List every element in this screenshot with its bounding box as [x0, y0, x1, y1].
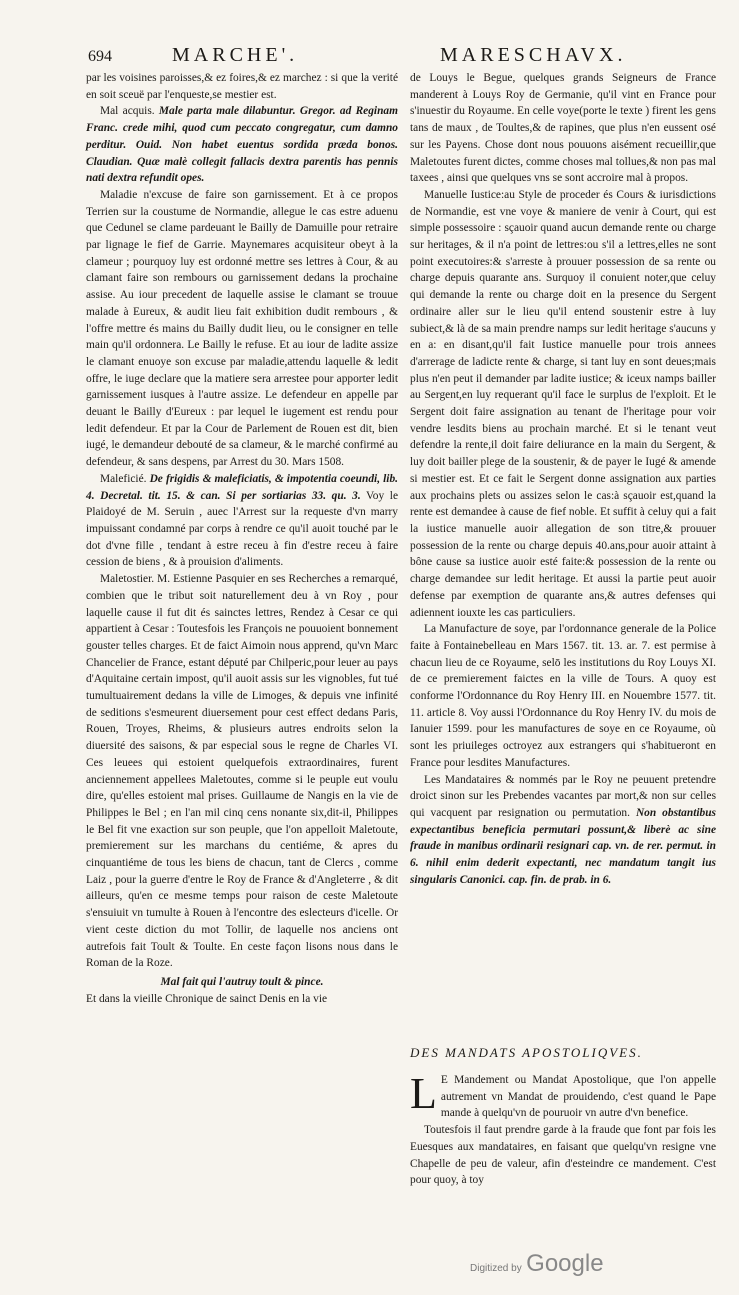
left-paragraph-4 [86, 471, 398, 571]
left-paragraph-1: par les voisines paroisses,& ez foires,& ez marchez : si que la verité en soit sceuë par l'enqueste,se mestier est. [86, 72, 398, 101]
section-paragraph-2: Toutesfois il faut prendre garde à la fraude que font par fois les Euesques aux mandataires, en faisant que quelqu'vn resigne vne Chapelle de peu de valeur, afin d'esteindre ce mandement. C'est pour quoy, à toy [410, 1124, 716, 1187]
drop-cap: L [410, 1069, 437, 1118]
left-column [86, 70, 398, 1007]
right-paragraph-1: de Louys le Begue, quelques grands Seigneurs de France manderent à Louys Roy de Germanie, qu'il vint en France pour s'inuestir du Royaume. En celle voye(porte le texte ) firent les gens tans de maux , de Toultes,& de rapines, que plus n'en eussent osé sur les Payens. Chose dont nous pouuons aisément recueillir,que Maletoutes furent dictes, comme choses mal tollues,& non pas mal taxees , ainsi que quelques vns se sont accroire mal à propos. [410, 72, 716, 185]
entry-term: Mal acquis. [100, 105, 159, 118]
latin-citation: De frigidis & maleficiatis, & impotentia coeundi, lib. 4. Decretal. tit. 15. & can. Si per sortiarias 33. qu. 3. [86, 472, 398, 502]
right-paragraph-3: La Manufacture de soye, par l'ordonnance generale de la Police faite à Fontainebelleau en Mars 1567. tit. 13. ar. 7. est permise à chacun lieu de ce Royaume, selō les institutions du Roy Louys XI. de ce premierement faictes en la ville de Tours. A quoy est conforme l'Ordonnance du Roy Henry III. en Nouembre 1577. tit. 11. article 8. Voy aussi l'Ordonnance du Roy Henry IV. du mois de Ianuier 1599. pour les manufactures de soye en ce Royaume, où sont les priuileges octroyez aux estrangers qui s'habitueront en France pour lesdites Manufactures. [410, 623, 716, 769]
left-paragraph-5: Maletostier. M. Estienne Pasquier en ses Recherches a remarqué, combien que le tribut soit naturellement deu à vn Roy , pour laquelle cause il fut dit és sainctes lettres, Rendez à Cesar ce qui appartient à Cesar : Toutesfois les François ne pouuoient bonnement gouster telles charges. Et de faict Aimoin nous apprend, qu'vn Marc Chancelier de France, estant député par Chilperic,pour leuer au pays d'Aquitaine certain impost, qu'il auoit assis sur les vignobles, fut tué tumultuairement dedans la ville de Limoges, & depuis vne infinité de seditions s'esmeurent diuersement pour cest effect dedans Paris, Rouen, Troyes, Rheims, & plusieurs autres endroits selon la diuersité des saisons, & par especial sous le regne de Charles VI. Ces leuees qui estoient quelquefois extraordinaires, furent anciennement appellees Maletoutes, comme si le peuple eut voulu dire, qu'elles estoient mal prises. Guillaume de Nangis en la vie de Philippes le Bel ; en l'an mil cinq cens nonante six,dit-il, Philippes le Bel fit vne exaction sur son peuple, que l'on appelloit Maletoute, premierement sur les marchans du centiéme, & apres du cinquantiéme de tous les biens de chacun, tant de Clercs , comme Laiz , pour la guerre d'entre le Roy de France & d'Angleterre , & dit ailleurs, qu'en ce mesme temps pour raison de ceste Maletoute s'ensuiuit vn tumulte à Rouen à l'encontre des eslecteurs d'icelle. Or vient ceste diction du mot Tollir, de laquelle nos anciens ont autrefois fait Toult & Toulte. En ceste façon lisons nous dans le Roman de la Roze. [86, 573, 398, 970]
google-logo: Google [526, 1250, 604, 1277]
section-paragraph-1 [410, 1069, 716, 1122]
latin-citation: Non obstantibus expectantibus beneficia permutari possunt,& liberè ac sine fraude in manibus ordinarii resignari cap. vn. de rer. permut. in 6. nihil enim dederit expectanti, nec mandatum tangit ius singularis Canonici. cap. fin. de prab. in 6. [410, 806, 716, 886]
left-paragraph-6: Et dans la vieille Chronique de sainct Denis en la vie [86, 992, 328, 1005]
entry-body: Les Mandataires & nommés par le Roy ne peuuent pretendre droict sinon sur les Prebendes vacantes par mort,& non sur celles qui vacquent par resignation ou permutation. [410, 773, 716, 819]
right-paragraph-4 [410, 772, 716, 889]
verse-quote: Mal fait qui l'autruy toult & pince. [160, 975, 324, 988]
entry-body: Voy le Plaidoyé de M. Seruin , auec l'Arrest sur la requeste d'vn marry impuissant condamné par corps à rendre ce qu'il auoit touché par le dot d'vne fille , tendant à estre receu à fin d'estre receu à faire cession de biens , & à prouision d'aliments. [86, 489, 398, 569]
left-paragraph-2 [86, 103, 398, 187]
section-body [410, 1069, 716, 1189]
section-title: DES MANDATS APOSTOLIQVES. [410, 1045, 643, 1060]
right-column [410, 70, 716, 888]
latin-quote: Male parta male dilabuntur. Gregor. ad Reginam Franc. crede mihi, quod cum peccato congregatur, cum damno perditur. Ouid. Non habet euentus sordida præda bonos. Claudian. Quæ malè collegit fallacis dextra parentis has pennis nati dextra refundit opes. [86, 105, 398, 185]
page-number: 694 [88, 48, 112, 65]
running-head-left: MARCHE'. [172, 44, 299, 66]
section-paragraph-1-text: E Mandement ou Mandat Apostolique, que l'on appelle autrement vn Mandat de prouidendo, c'est quand le Pape mande à quelqu'vn de pouruoir vn autre d'vn benefice. [440, 1074, 716, 1120]
left-paragraph-3: Maladie n'excuse de faire son garnissement. Et à ce propos Terrien sur la coustume de Normandie, allegue le cas estre aduenu que Cedunel se clame pardeuant le Bailly de Damuille pour retraire par lignage le fief de Garrie. Maynemares acquisiteur obeyt à la clameur ; pourquoy luy est ordonné mettre ses lettres à Cour, & au clamant faire son rembours ou garnissement dedans la prochaine assise. Au iour precedent de laquelle assise le clamant se trouue malade à Eureux, & audit lieu fait exhibition dudit rembours , & l'offre mettre és mains du Bailly dudit lieu, ou le consigner en telle main qu'il ordonnera. Le Bailly le refuse. Et au iour de ladite assize le clamant enuoye son excuse par maladie,attendu laquelle & ledit offre, le iuge declare que la matiere sera arrestee pour apporter ledit garnissement iusques à l'autre assize. Le defendeur en appelle par deuant le Bailly d'Eureux : par lequel le iugement est rendu pour ledit defendeur. Et par la Cour de Parlement de Rouen est dit, bien iugé, le demandeur debouté de sa clameur, & le marché confirmé au defendeur, & sans despens, par Arrest du 30. Mars 1508. [86, 188, 398, 469]
entry-term: Maleficié. [100, 472, 150, 485]
right-paragraph-2: Manuelle Iustice:au Style de proceder és Cours & iurisdictions de Normandie, est vne voye & maniere de venir à Court, qui est simple possessoire : sçauoir quand aucun demande rente ou charge sur heritages, & il n'a point de lettres:ou s'il a lettres,elles ne sont point executoires:& s'arreste à prouuer possession de sa rente ou charge depuis quarante ans. Surquoy il conuient noter,que celuy qui demande la rente ou charge doit en la presence du Sergent ordinaire aller sur le lieu qu'il entend soustenir estre à luy subiect,& là de sa main prendre namps sur ledit heritage s'aucuns y en a: en disant,qu'il fait Iustice manuelle pour trois annees d'arrerage de ladicte rente & charge, si tant luy en sont deues;mais plus n'en peut il demander par ladite iustice; & iceux namps bailler au Sergent,en luy requerant qu'il face le surplus de l'exploit. Et le Sergent doit faire assignation au tenant de l'heritage pour voir vendre lesdits biens au prochain marché. Et si le tenant veut defendre la rente,il doit faire deliurance en la main du Sergent, & luy doit bailler plege de la soustenir, & de payer le Iugé & amende si mestier est. Et ce fait le Sergent donne assignation aux parties aux prochains plets ou assizes selon le cas:à sçauoir est,quand la rente est demandee à cause de fief noble. Et suffit à celuy qui a fait la iustice manuelle auoir allegation de son titre,& prouuer possession de la rente ou charge depuis 40.ans,pour auoir attaint à bône cause sa iustice auoir esté faite:& possession de la rente ou charge demandee sur ledit heritage. Et aussi la partie peut auoir defense par exemption de quarante ans,& autres defenses qui adiennent iouxte les cas particuliers. [410, 188, 716, 619]
digitized-label: Digitized by [470, 1263, 522, 1274]
digitized-footer [470, 1250, 604, 1278]
running-head-right: MARESCHAVX. [440, 44, 627, 66]
